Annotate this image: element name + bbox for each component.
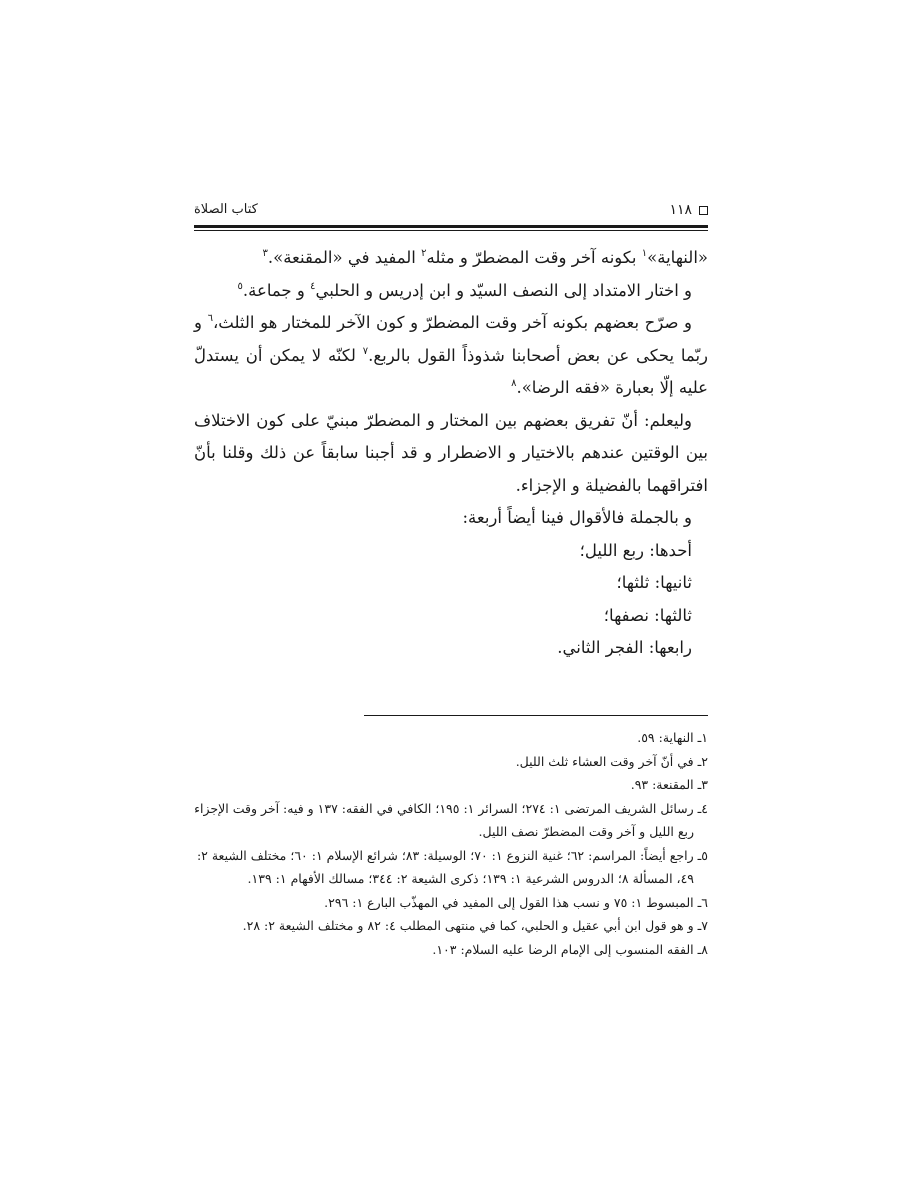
footnote-marker: ٣ [262, 248, 268, 259]
footnote-marker: ٥ [237, 280, 243, 292]
list-item: رابعها: الفجر الثاني. [557, 638, 692, 657]
footnote-marker: ٤ [310, 280, 316, 292]
paragraph: و بالجملة فالأقوال فينا أيضاً أربعة: [462, 508, 692, 527]
footnote: ٨ـ الفقه المنسوب إلى الإمام الرضا عليه السلام: ١٠٣. [432, 941, 708, 957]
footnote-continuation: ربع الليل و آخر وقت المضطرّ نصف الليل. [478, 824, 694, 839]
footnote: ٢ـ في أنّ آخر وقت العشاء ثلث الليل. [515, 753, 708, 769]
paragraph: وليعلم: أنّ تفريق بعضهم بين المختار و المضطرّ مبنيّ على كون الاختلاف بين الوقتين عندهم بالاختيار و الاضطرار و قد أجبنا سابقاً عن ذلك وقلنا بأنّ افتراقهما بالفضيلة و الإجزاء. [194, 410, 708, 495]
footnote-continuation: ٤٩، المسألة ٨؛ الدروس الشرعية ١: ١٣٩؛ ذكرى الشيعة ٢: ٣٤٤؛ مسالك الأفهام ١: ١٣٩. [247, 871, 694, 886]
page-number-block [669, 202, 708, 218]
paragraph: و اختار الامتداد إلى النصف السيّد و ابن إدريس و الحلبي$^٤$ و جماعة.$^٥$ [237, 280, 692, 300]
paragraph: «النهاية»$^١$ بكونه آخر وقت المضطرّ و مثله$^٢$ المفيد في «المقنعة».$^٣$ [262, 248, 708, 267]
footnote: ٦ـ المبسوط ١: ٧٥ و نسب هذا القول إلى المفيد في المهذّب البارع ١: ٢٩٦. [324, 894, 708, 910]
page-number: ١١٨ [669, 202, 692, 218]
list-item: ثانيها: ثلثها؛ [616, 573, 692, 592]
footnote: ٧ـ و هو قول ابن أبي عقيل و الحلبي، كما في منتهى المطلب ٤: ٨٢ و مختلف الشيعة ٢: ٢٨. [242, 918, 708, 933]
footnotes [194, 726, 708, 961]
footnote-marker: ٧ [362, 345, 369, 357]
list-item: ثالثها: نصفها؛ [603, 605, 692, 625]
footnote-marker: ٢ [421, 248, 427, 259]
book-title: كتاب الصلاة [194, 202, 258, 217]
footnote-separator [364, 715, 708, 716]
header-rule-thick [194, 225, 708, 228]
header-rule-thin [194, 230, 708, 231]
footnote-marker: ١ [641, 248, 648, 259]
footnote: ٣ـ المقنعة: ٩٣. [630, 777, 708, 792]
footnote: ٤ـ رسائل الشريف المرتضى ١: ٢٧٤؛ السرائر ١: ١٩٥؛ الكافي في الفقه: ١٣٧ و فيه: آخر وقت الإجزاء [194, 800, 708, 816]
square-icon [699, 206, 708, 215]
book-page [194, 196, 709, 957]
footnote-marker: ٦ [207, 313, 213, 324]
footnote: ١ـ النهاية: ٥٩. [637, 730, 708, 745]
main-text [194, 242, 708, 665]
paragraph: و صرّح بعضهم بكونه آخر وقت المضطرّ و كون الآخر للمختار هو الثلث،$^٦$ و ربّما يحكى عن بعض أصحابنا شذوذاً القول بالربع.$^٧$ لكنّه لا يمكن أن يستدلّ عليه إلّا بعبارة «فقه الرضا».$^٨$ [194, 313, 709, 397]
running-header [194, 196, 708, 222]
footnote: ٥ـ راجع أيضاً: المراسم: ٦٢؛ غنية النزوع ١: ٧٠؛ الوسيلة: ٨٣؛ شرائع الإسلام ١: ٦٠؛ مختلف الشيعة ٢: [196, 847, 708, 863]
footnote-marker: ٨ [511, 378, 517, 389]
list-item: أحدها: ربع الليل؛ [579, 540, 692, 560]
